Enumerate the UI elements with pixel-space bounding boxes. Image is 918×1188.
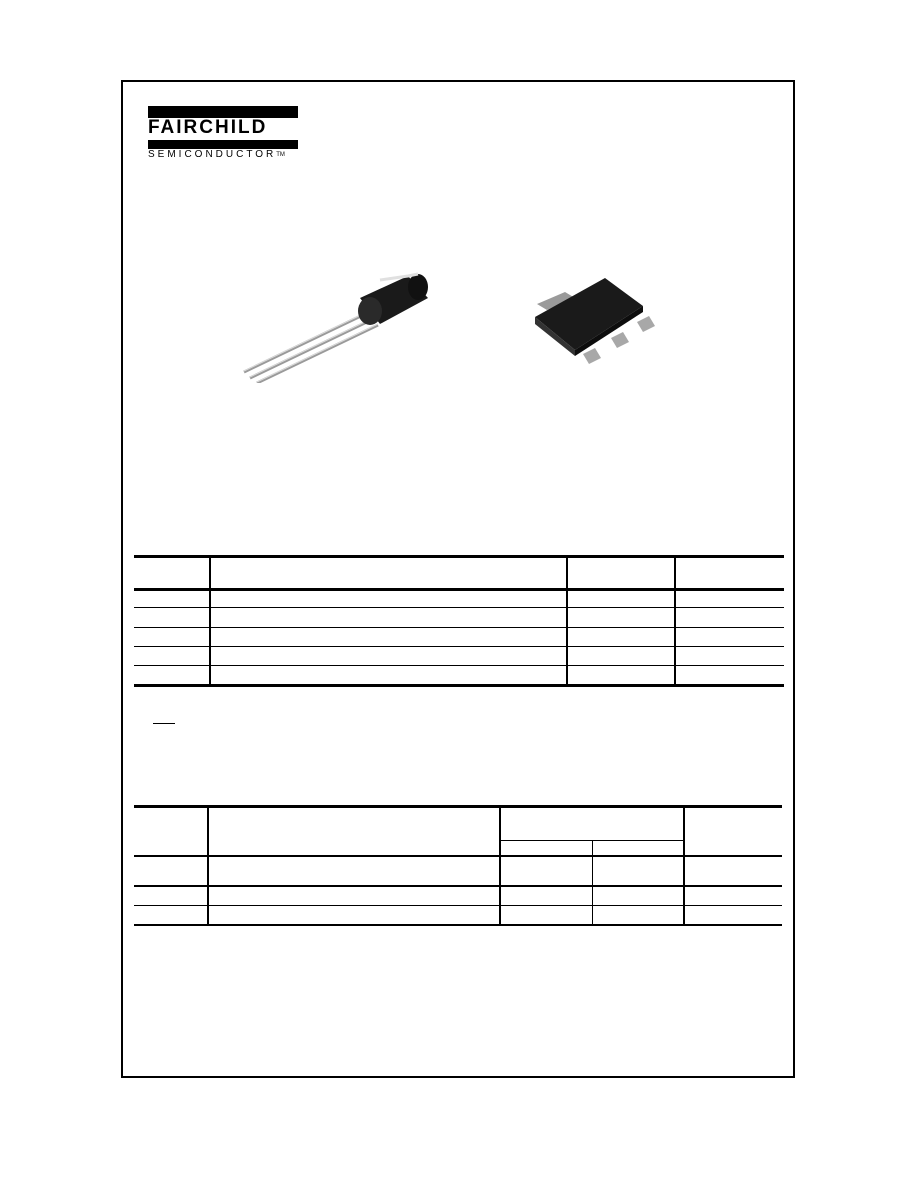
table2-col-divider	[592, 840, 593, 926]
table1-row-rule	[134, 607, 784, 608]
logo-semiconductor-text: SEMICONDUCTOR	[148, 149, 277, 160]
table1-bottom-rule	[134, 684, 784, 687]
logo-tm-text: TM	[276, 152, 285, 158]
table2-col-divider	[499, 805, 501, 926]
page-border	[121, 80, 795, 1078]
logo-sub-text	[148, 149, 285, 161]
table1-row-rule	[134, 665, 784, 666]
table1-top-rule	[134, 555, 784, 558]
table1-col-divider	[209, 555, 211, 687]
logo-brand-text: FAIRCHILD	[148, 117, 268, 138]
table1-col-divider	[566, 555, 568, 687]
table2-col-divider	[683, 805, 685, 926]
logo-bottom-bar	[148, 140, 298, 149]
table1-header-rule	[134, 588, 784, 591]
table2-col-divider	[207, 805, 209, 926]
fairchild-logo	[148, 106, 318, 162]
table1-row-rule	[134, 627, 784, 628]
to-92-package-icon	[230, 268, 430, 383]
table1-row-rule	[134, 646, 784, 647]
table1-col-divider	[674, 555, 676, 687]
sot-223-package-icon	[525, 272, 675, 372]
notes-underline	[153, 723, 175, 724]
